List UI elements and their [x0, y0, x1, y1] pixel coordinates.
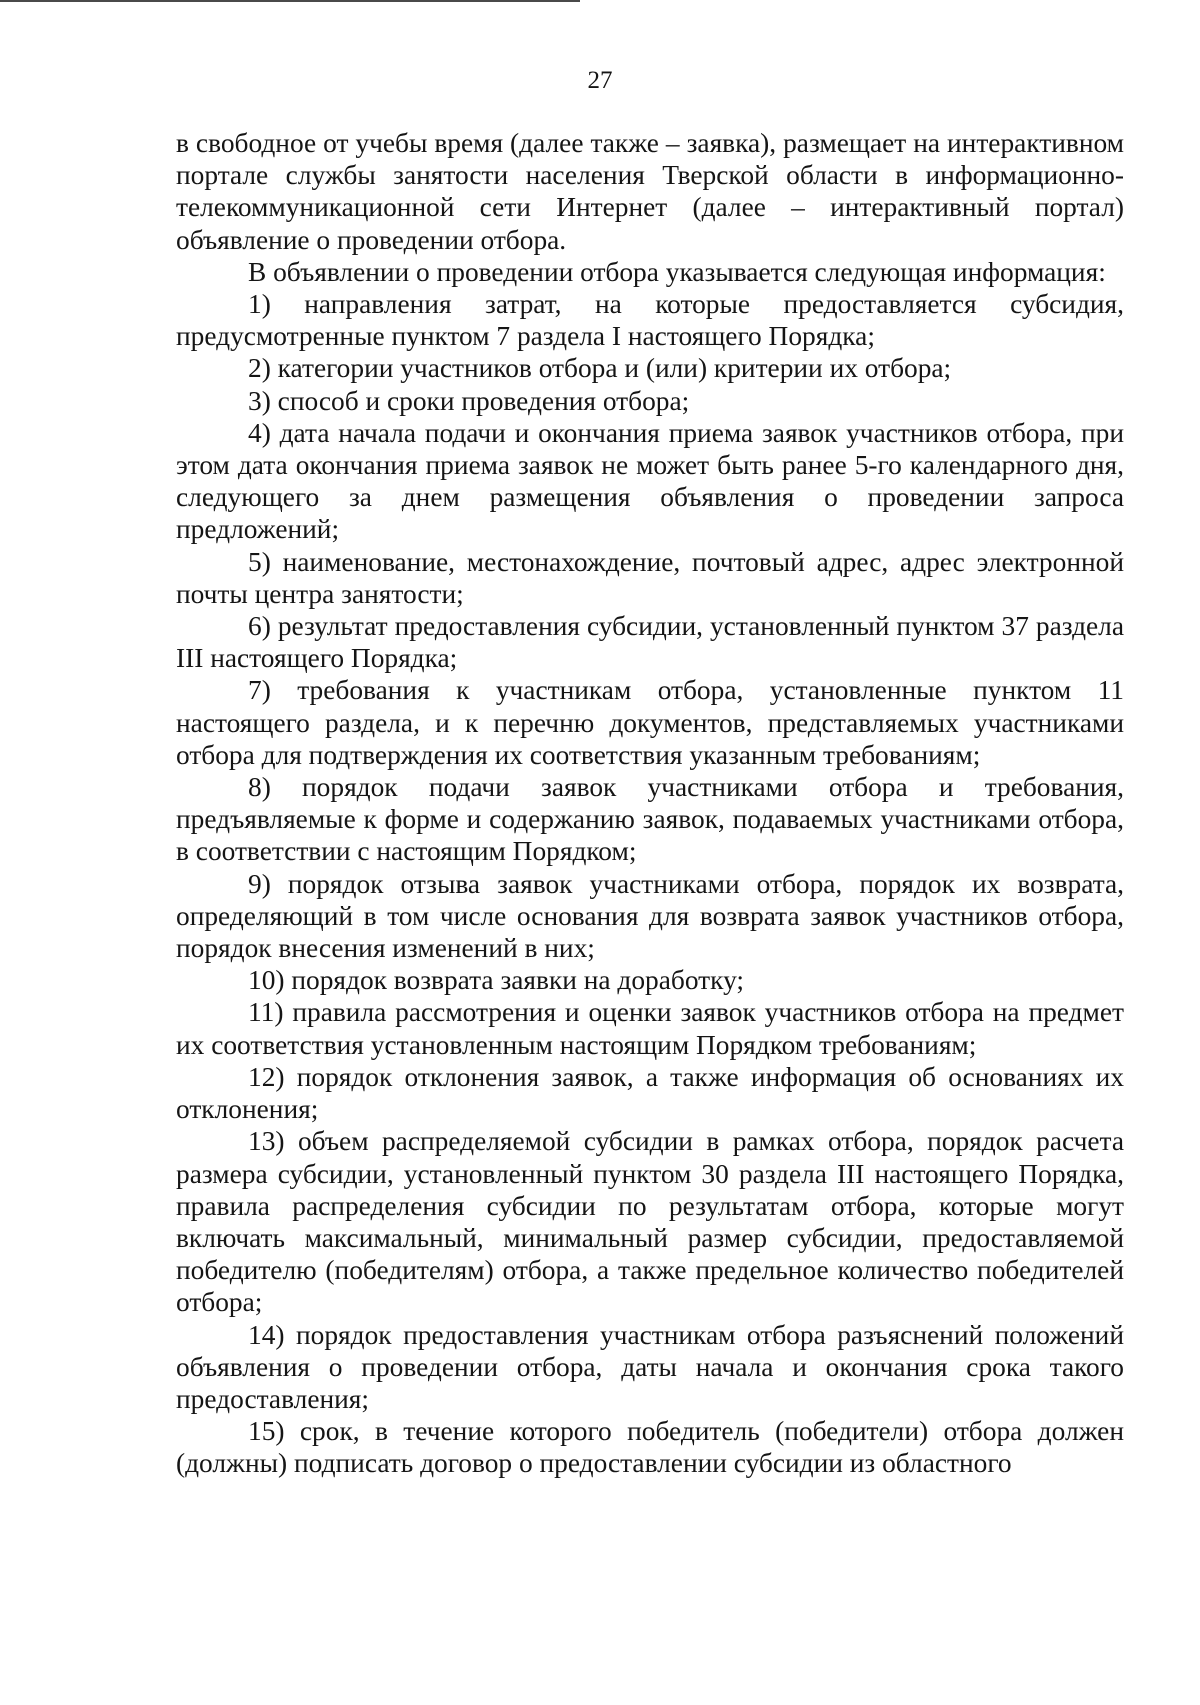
list-item-7: 7) требования к участникам отбора, установленные пунктом 11 настоящего раздела, и к перечню документов, представляемых участниками отбора для подтверждения их соответствия указанным требованиям;: [176, 675, 1124, 770]
list-item-14: 14) порядок предоставления участникам отбора разъяснений положений объявления о проведении отбора, даты начала и окончания срока такого предоставления;: [176, 1319, 1124, 1414]
list-item-3: 3) способ и сроки проведения отбора;: [248, 385, 690, 416]
scan-edge-line: [0, 0, 580, 2]
list-item-13: 13) объем распределяемой субсидии в рамках отбора, порядок расчета размера субсидии, установленный пунктом 30 раздела III настоящего Порядка, правила распределения субсидии по результатам отбора, которые могут включать максимальный, минимальный размер субсидии, предоставляемой победителю (победителям) отбора, а также предельное количество победителей отбора;: [176, 1126, 1124, 1318]
paragraph-continuation: в свободное от учебы время (далее также – заявка), размещает на интерактивном портале службы занятости населения Тверской области в информационно-телекоммуникационной сети Интернет (далее – интерактивный портал) объявление о проведении отбора.: [176, 128, 1124, 255]
paragraph-intro: В объявлении о проведении отбора указывается следующая информация:: [248, 256, 1106, 287]
list-item-2: 2) категории участников отбора и (или) критерии их отбора;: [248, 353, 952, 384]
list-item-1: 1) направления затрат, на которые предоставляется субсидия, предусмотренные пунктом 7 раздела I настоящего Порядка;: [176, 289, 1124, 352]
list-item-9: 9) порядок отзыва заявок участниками отбора, порядок их возврата, определяющий в том числе основания для возврата заявок участников отбора, порядок внесения изменений в них;: [176, 868, 1124, 964]
list-item-11: 11) правила рассмотрения и оценки заявок участников отбора на предмет их соответствия установленным настоящим Порядком требованиям;: [176, 997, 1124, 1060]
list-item-10: 10) порядок возврата заявки на доработку;: [248, 965, 745, 996]
list-item-6: 6) результат предоставления субсидии, установленный пунктом 37 раздела III настоящего Порядка;: [176, 611, 1124, 674]
document-body: [176, 127, 1124, 1480]
page-number: 27: [587, 67, 613, 94]
list-item-15: 15) срок, в течение которого победитель (победители) отбора должен (должны) подписать договор о предоставлении субсидии из областного: [176, 1416, 1124, 1479]
list-item-12: 12) порядок отклонения заявок, а также информация об основаниях их отклонения;: [176, 1061, 1124, 1125]
list-item-5: 5) наименование, местонахождение, почтовый адрес, адрес электронной почты центра занятости;: [176, 546, 1124, 609]
list-item-8: 8) порядок подачи заявок участниками отбора и требования, предъявляемые к форме и содержанию заявок, подаваемых участниками отбора, в соответствии с настоящим Порядком;: [176, 772, 1124, 867]
list-item-4: 4) дата начала подачи и окончания приема заявок участников отбора, при этом дата окончания приема заявок не может быть ранее 5-го календарного дня, следующего за днем размещения объявления о проведении запроса предложений;: [176, 417, 1124, 545]
